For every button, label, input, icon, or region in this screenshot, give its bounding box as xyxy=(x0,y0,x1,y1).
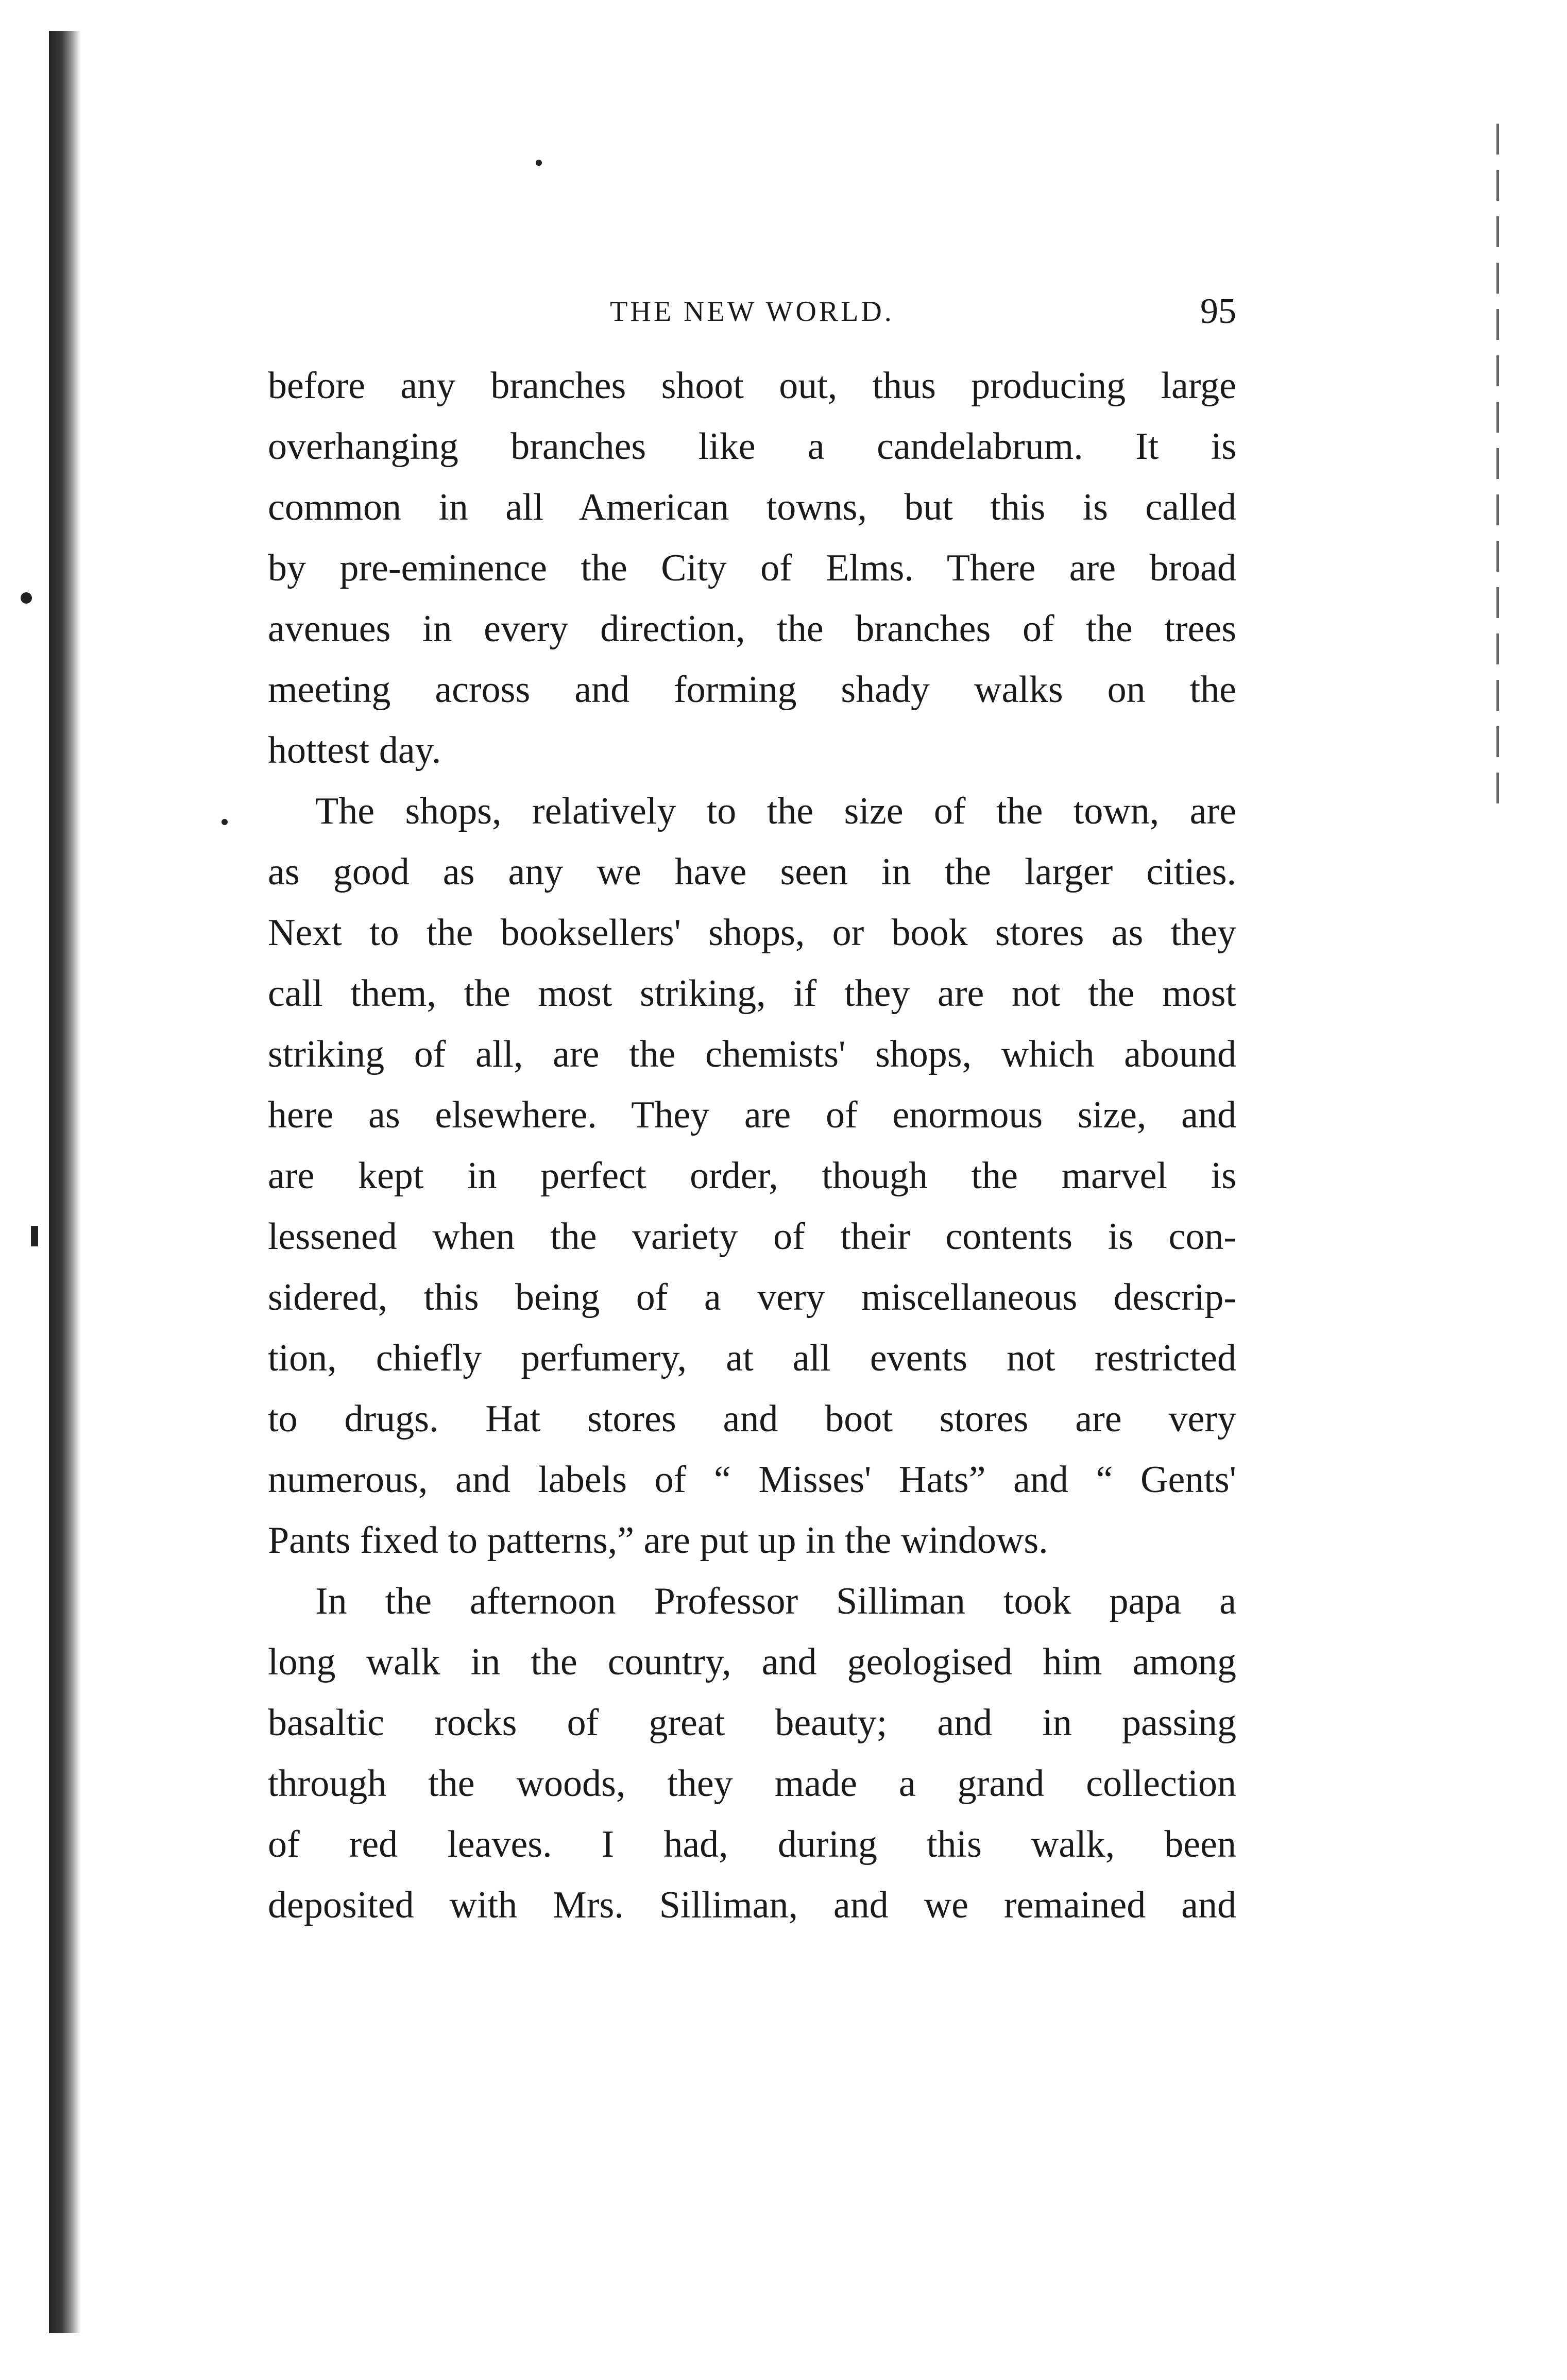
text-line: of red leaves. I had, during this walk, been xyxy=(268,1823,1236,1865)
running-title: THE NEW WORLD. xyxy=(610,296,894,328)
text-line: long walk in the country, and geologised him among xyxy=(268,1641,1236,1683)
text-line: before any branches shoot out, thus producing large xyxy=(268,365,1236,407)
running-head xyxy=(268,288,1236,335)
text-line: numerous, and labels of “ Misses' Hats” and “ Gents' xyxy=(268,1459,1236,1501)
text-line: tion, chiefly perfumery, at all events not restricted xyxy=(268,1337,1236,1379)
text-line: striking of all, are the chemists' shops, which abound xyxy=(268,1033,1236,1075)
text-line: here as elsewhere. They are of enormous size, and xyxy=(268,1094,1236,1136)
text-line: hottest day. xyxy=(268,729,441,772)
paragraph xyxy=(268,355,1236,781)
text-line: The shops, relatively to the size of the town, are xyxy=(315,790,1236,832)
paragraph xyxy=(268,1571,1236,1936)
text-line: deposited with Mrs. Silliman, and we remained and xyxy=(268,1884,1236,1926)
text-line: as good as any we have seen in the larger cities. xyxy=(268,851,1236,893)
text-line: overhanging branches like a candelabrum. It is xyxy=(268,425,1236,468)
paragraph xyxy=(268,781,1236,1571)
text-line: In the afternoon Professor Silliman took papa a xyxy=(315,1580,1236,1622)
text-line: lessened when the variety of their contents is con- xyxy=(268,1215,1236,1258)
body-text xyxy=(268,355,1236,1936)
text-line: Pants fixed to patterns,” are put up in the windows. xyxy=(268,1519,1048,1562)
text-line: call them, the most striking, if they are not the most xyxy=(268,972,1236,1015)
text-line: through the woods, they made a grand collection xyxy=(268,1762,1236,1805)
text-line: basaltic rocks of great beauty; and in passing xyxy=(268,1702,1236,1744)
text-line: avenues in every direction, the branches of the trees xyxy=(268,608,1236,650)
text-line: by pre-eminence the City of Elms. There are broad xyxy=(268,547,1236,589)
text-line: meeting across and forming shady walks on the xyxy=(268,669,1236,711)
text-line: are kept in perfect order, though the marvel is xyxy=(268,1155,1236,1197)
page-number: 95 xyxy=(1200,292,1236,331)
text-line: common in all American towns, but this is called xyxy=(268,486,1236,528)
text-line: sidered, this being of a very miscellaneous descrip- xyxy=(268,1276,1236,1319)
text-line: to drugs. Hat stores and boot stores are very xyxy=(268,1398,1236,1440)
text-line: Next to the booksellers' shops, or book stores as they xyxy=(268,912,1236,954)
